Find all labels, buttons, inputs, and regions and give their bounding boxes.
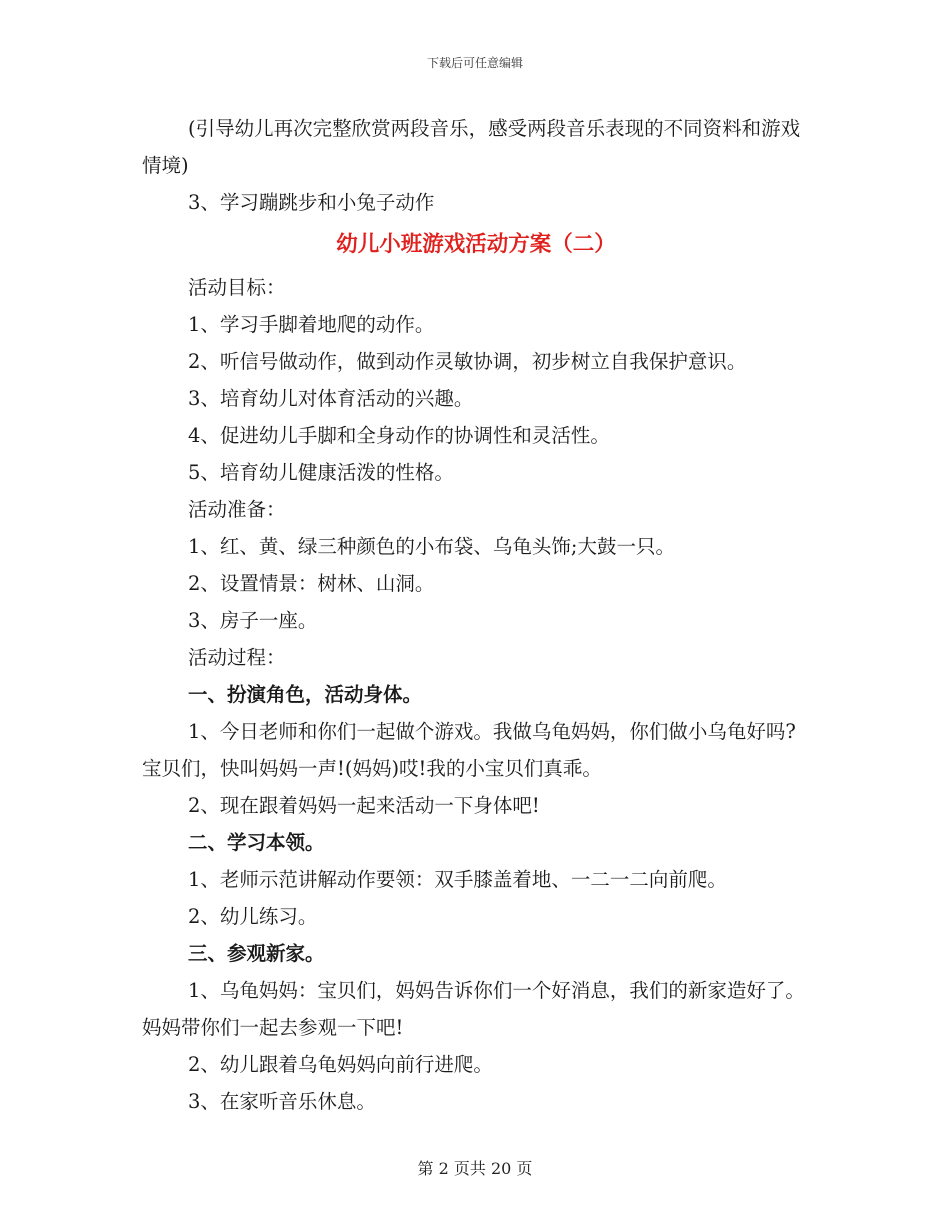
paragraph: 2、现在跟着妈妈一起来活动一下身体吧!	[188, 794, 540, 817]
paragraph: 3、学习蹦跳步和小兔子动作	[188, 191, 435, 214]
paragraphs-before-title	[142, 110, 810, 221]
page-footer: 第 2 页共 20 页	[417, 1159, 533, 1178]
document-body	[142, 110, 810, 1120]
paragraph: 3、培育幼儿对体育活动的兴趣。	[188, 387, 474, 410]
paragraph: 2、幼儿练习。	[188, 905, 318, 928]
paragraph: 4、促进幼儿手脚和全身动作的协调性和灵活性。	[188, 424, 610, 447]
paragraph: 活动准备：	[188, 498, 286, 521]
paragraph: 1、红、黄、绿三种颜色的小布袋、乌龟头饰;大鼓一只。	[188, 535, 675, 558]
section-heading: 三、参观新家。	[188, 942, 325, 965]
paragraph: 2、设置情景：树林、山洞。	[188, 572, 435, 595]
page-header: 下载后可任意编辑	[426, 56, 523, 70]
paragraph: (引导幼儿再次完整欣赏两段音乐，感受两段音乐表现的不同资料和游戏情境)	[142, 117, 801, 177]
section-title: 幼儿小班游戏活动方案（二）	[336, 232, 616, 257]
paragraph: 5、培育幼儿健康活泼的性格。	[188, 461, 454, 484]
section-heading: 二、学习本领。	[188, 831, 325, 854]
section-heading: 一、扮演角色，活动身体。	[188, 683, 423, 706]
paragraph: 活动目标：	[188, 276, 286, 299]
paragraph: 3、在家听音乐休息。	[188, 1090, 376, 1113]
paragraph: 1、乌龟妈妈：宝贝们，妈妈告诉你们一个好消息，我们的新家造好了。妈妈带你们一起去参观一下吧!	[142, 979, 805, 1039]
paragraph: 2、听信号做动作，做到动作灵敏协调，初步树立自我保护意识。	[188, 350, 747, 373]
paragraph: 1、学习手脚着地爬的动作。	[188, 313, 435, 336]
paragraphs-after-title	[142, 269, 810, 1120]
paragraph: 3、房子一座。	[188, 609, 318, 632]
paragraph: 2、幼儿跟着乌龟妈妈向前行进爬。	[188, 1053, 493, 1076]
paragraph: 1、今日老师和你们一起做个游戏。我做乌龟妈妈，你们做小乌龟好吗?宝贝们，快叫妈妈一声!(妈妈)哎!我的小宝贝们真乖。	[142, 720, 796, 780]
paragraph: 1、老师示范讲解动作要领：双手膝盖着地、一二一二向前爬。	[188, 868, 727, 891]
paragraph: 活动过程：	[188, 646, 286, 669]
